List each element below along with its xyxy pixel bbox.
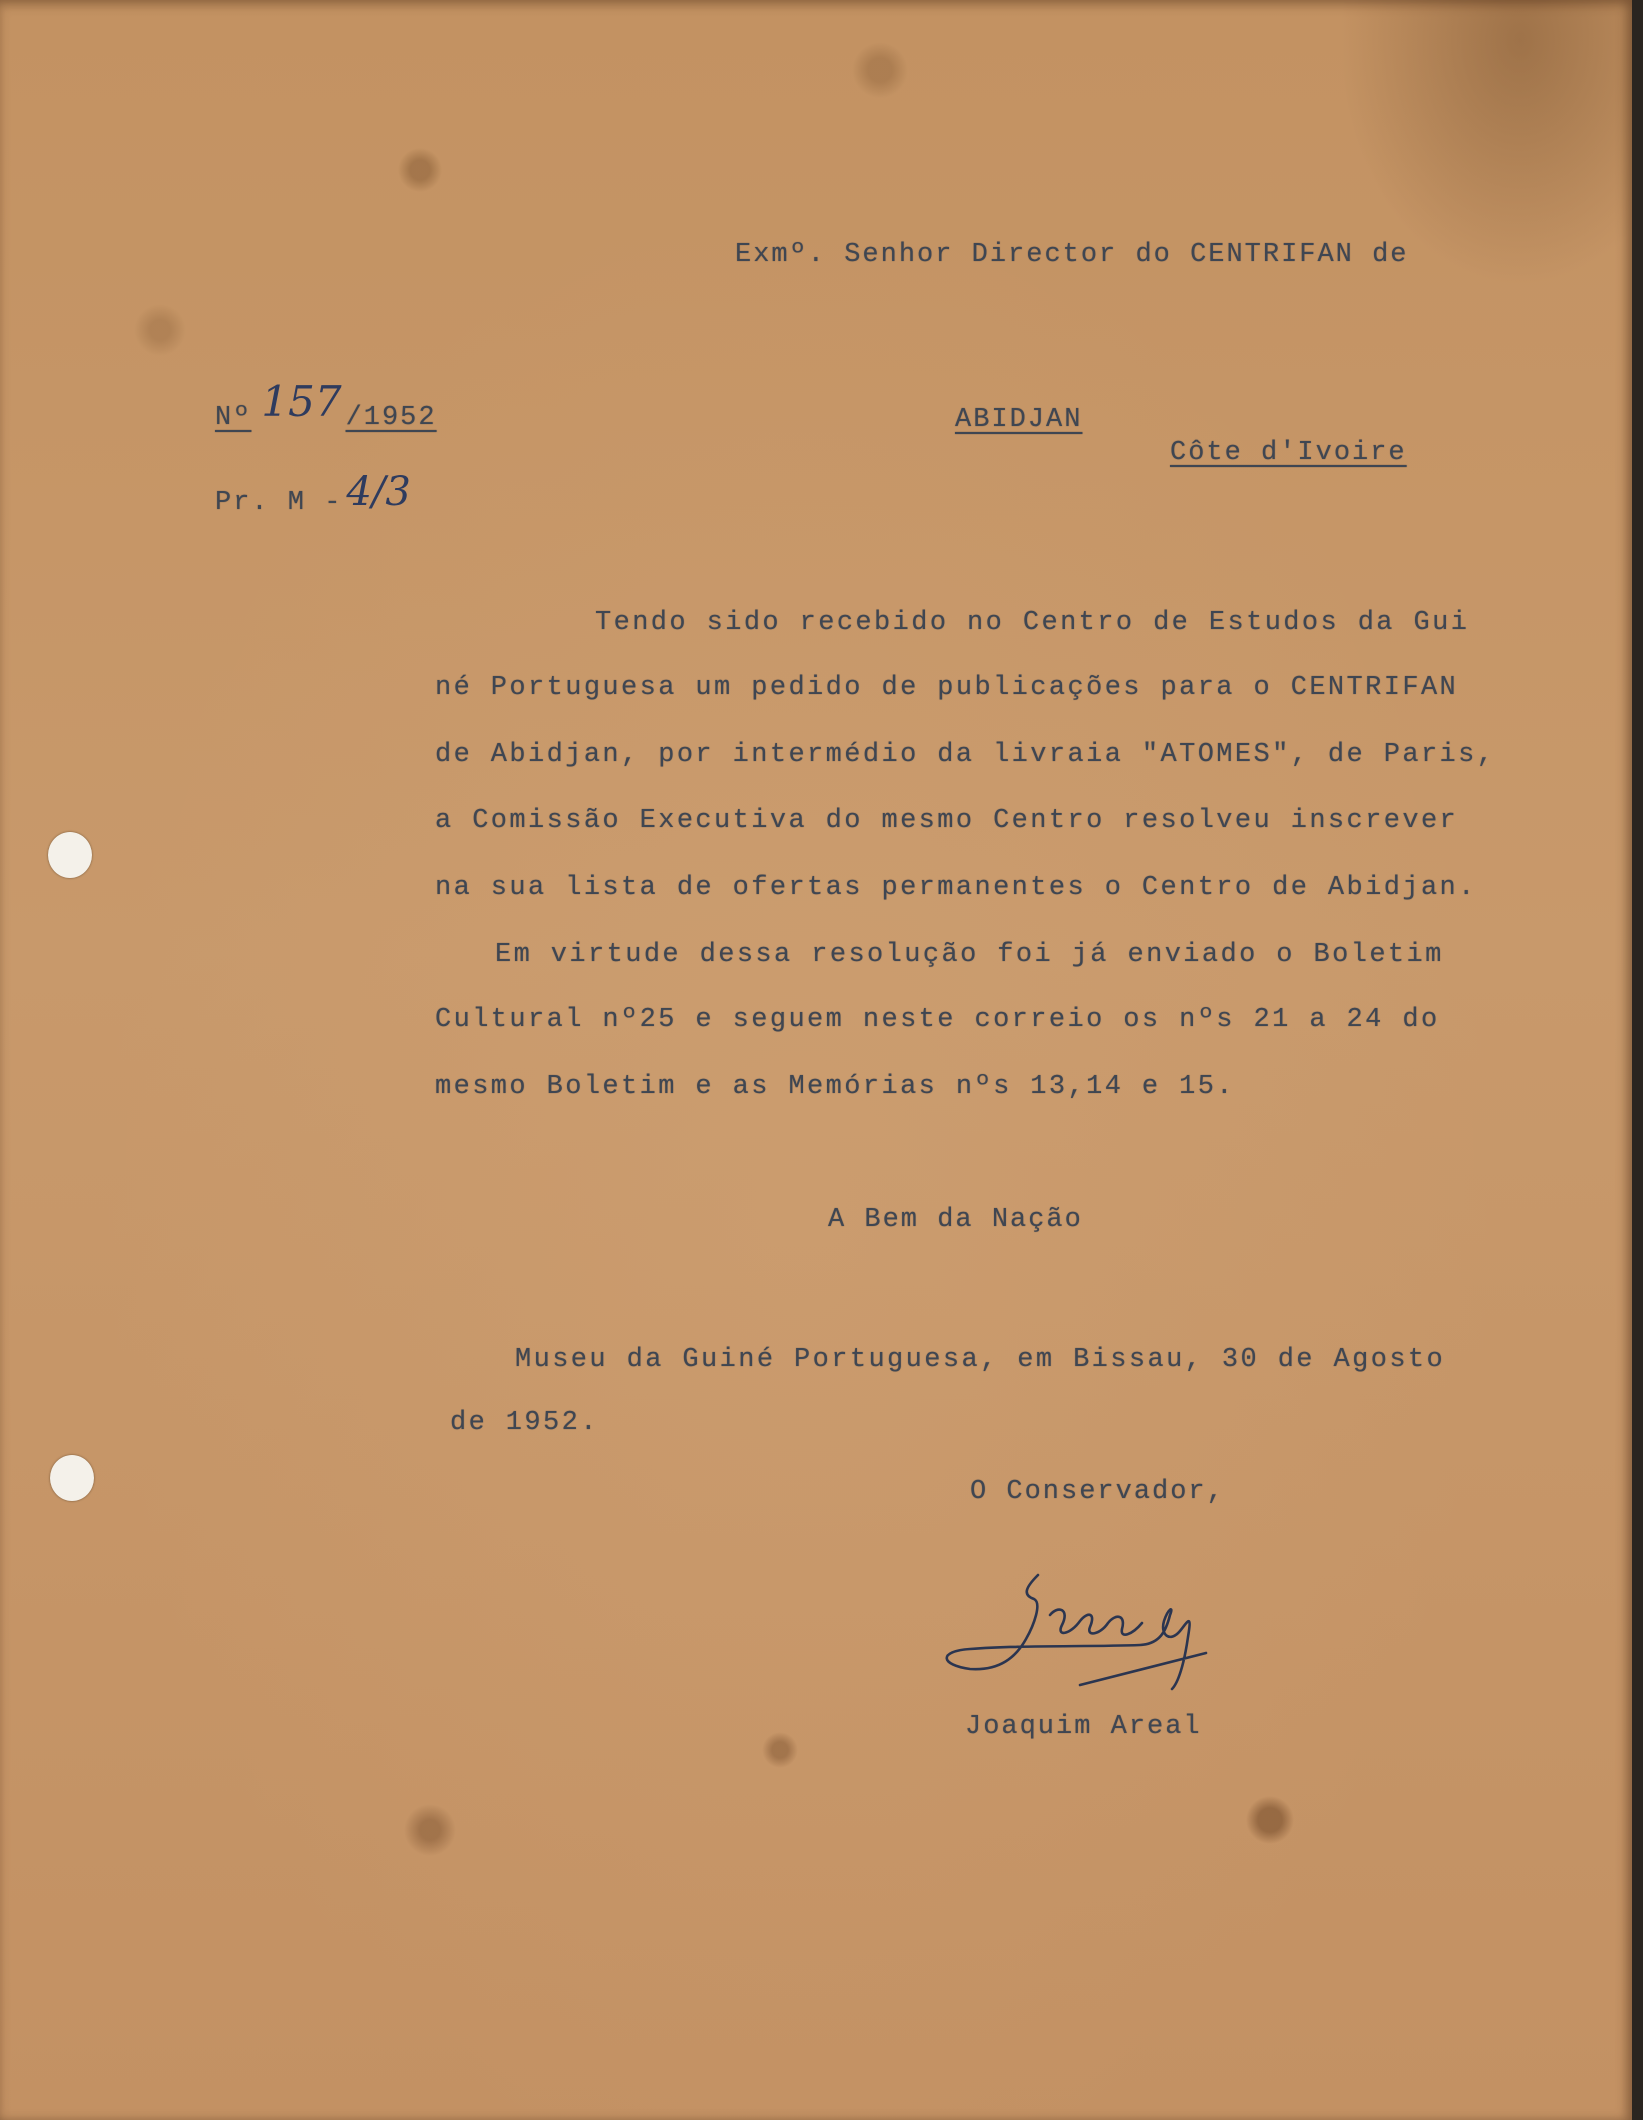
signature-handwritten [930,1565,1230,1705]
body-line: Em virtude dessa resolução foi já enviado o Boletim [495,940,1444,970]
punch-hole-top [48,832,92,878]
reference-number [215,377,437,434]
signatory-title: O Conservador, [970,1477,1225,1507]
body-line: a Comissão Executiva do mesmo Centro resolveu inscrever [435,806,1459,836]
punch-hole-bottom [50,1455,94,1501]
process-typed: Pr. M - [215,488,343,518]
body-line: de Abidjan, por intermédio da livraia "ATOMES", de Paris, [435,740,1496,770]
salutation: Exmº. Senhor Director do CENTRIFAN de [735,240,1409,270]
process-reference [215,469,411,519]
address-country: Côte d'Ivoire [1170,438,1407,468]
place-date-line: Museu da Guiné Portuguesa, em Bissau, 30 de Agosto [515,1345,1446,1375]
closing-motto: A Bem da Nação [828,1205,1083,1235]
place-date-year: de 1952. [450,1408,599,1438]
body-line: na sua lista de ofertas permanentes o Centro de Abidjan. [435,873,1477,903]
body-line: Tendo sido recebido no Centro de Estudos da Gui [595,608,1470,638]
process-handwritten: 4/3 [346,469,411,515]
address-city: ABIDJAN [955,405,1083,435]
body-line: mesmo Boletim e as Memórias nºs 13,14 e 15. [435,1072,1235,1102]
body-line: né Portuguesa um pedido de publicações para o CENTRIFAN [435,673,1459,703]
reference-number-prefix: Nº [215,403,252,433]
reference-number-year: /1952 [345,403,437,433]
signatory-name: Joaquim Areal [965,1712,1202,1742]
reference-number-handwritten: 157 [261,377,342,426]
body-line: Cultural nº25 e seguem neste correio os nºs 21 a 24 do [435,1005,1440,1035]
